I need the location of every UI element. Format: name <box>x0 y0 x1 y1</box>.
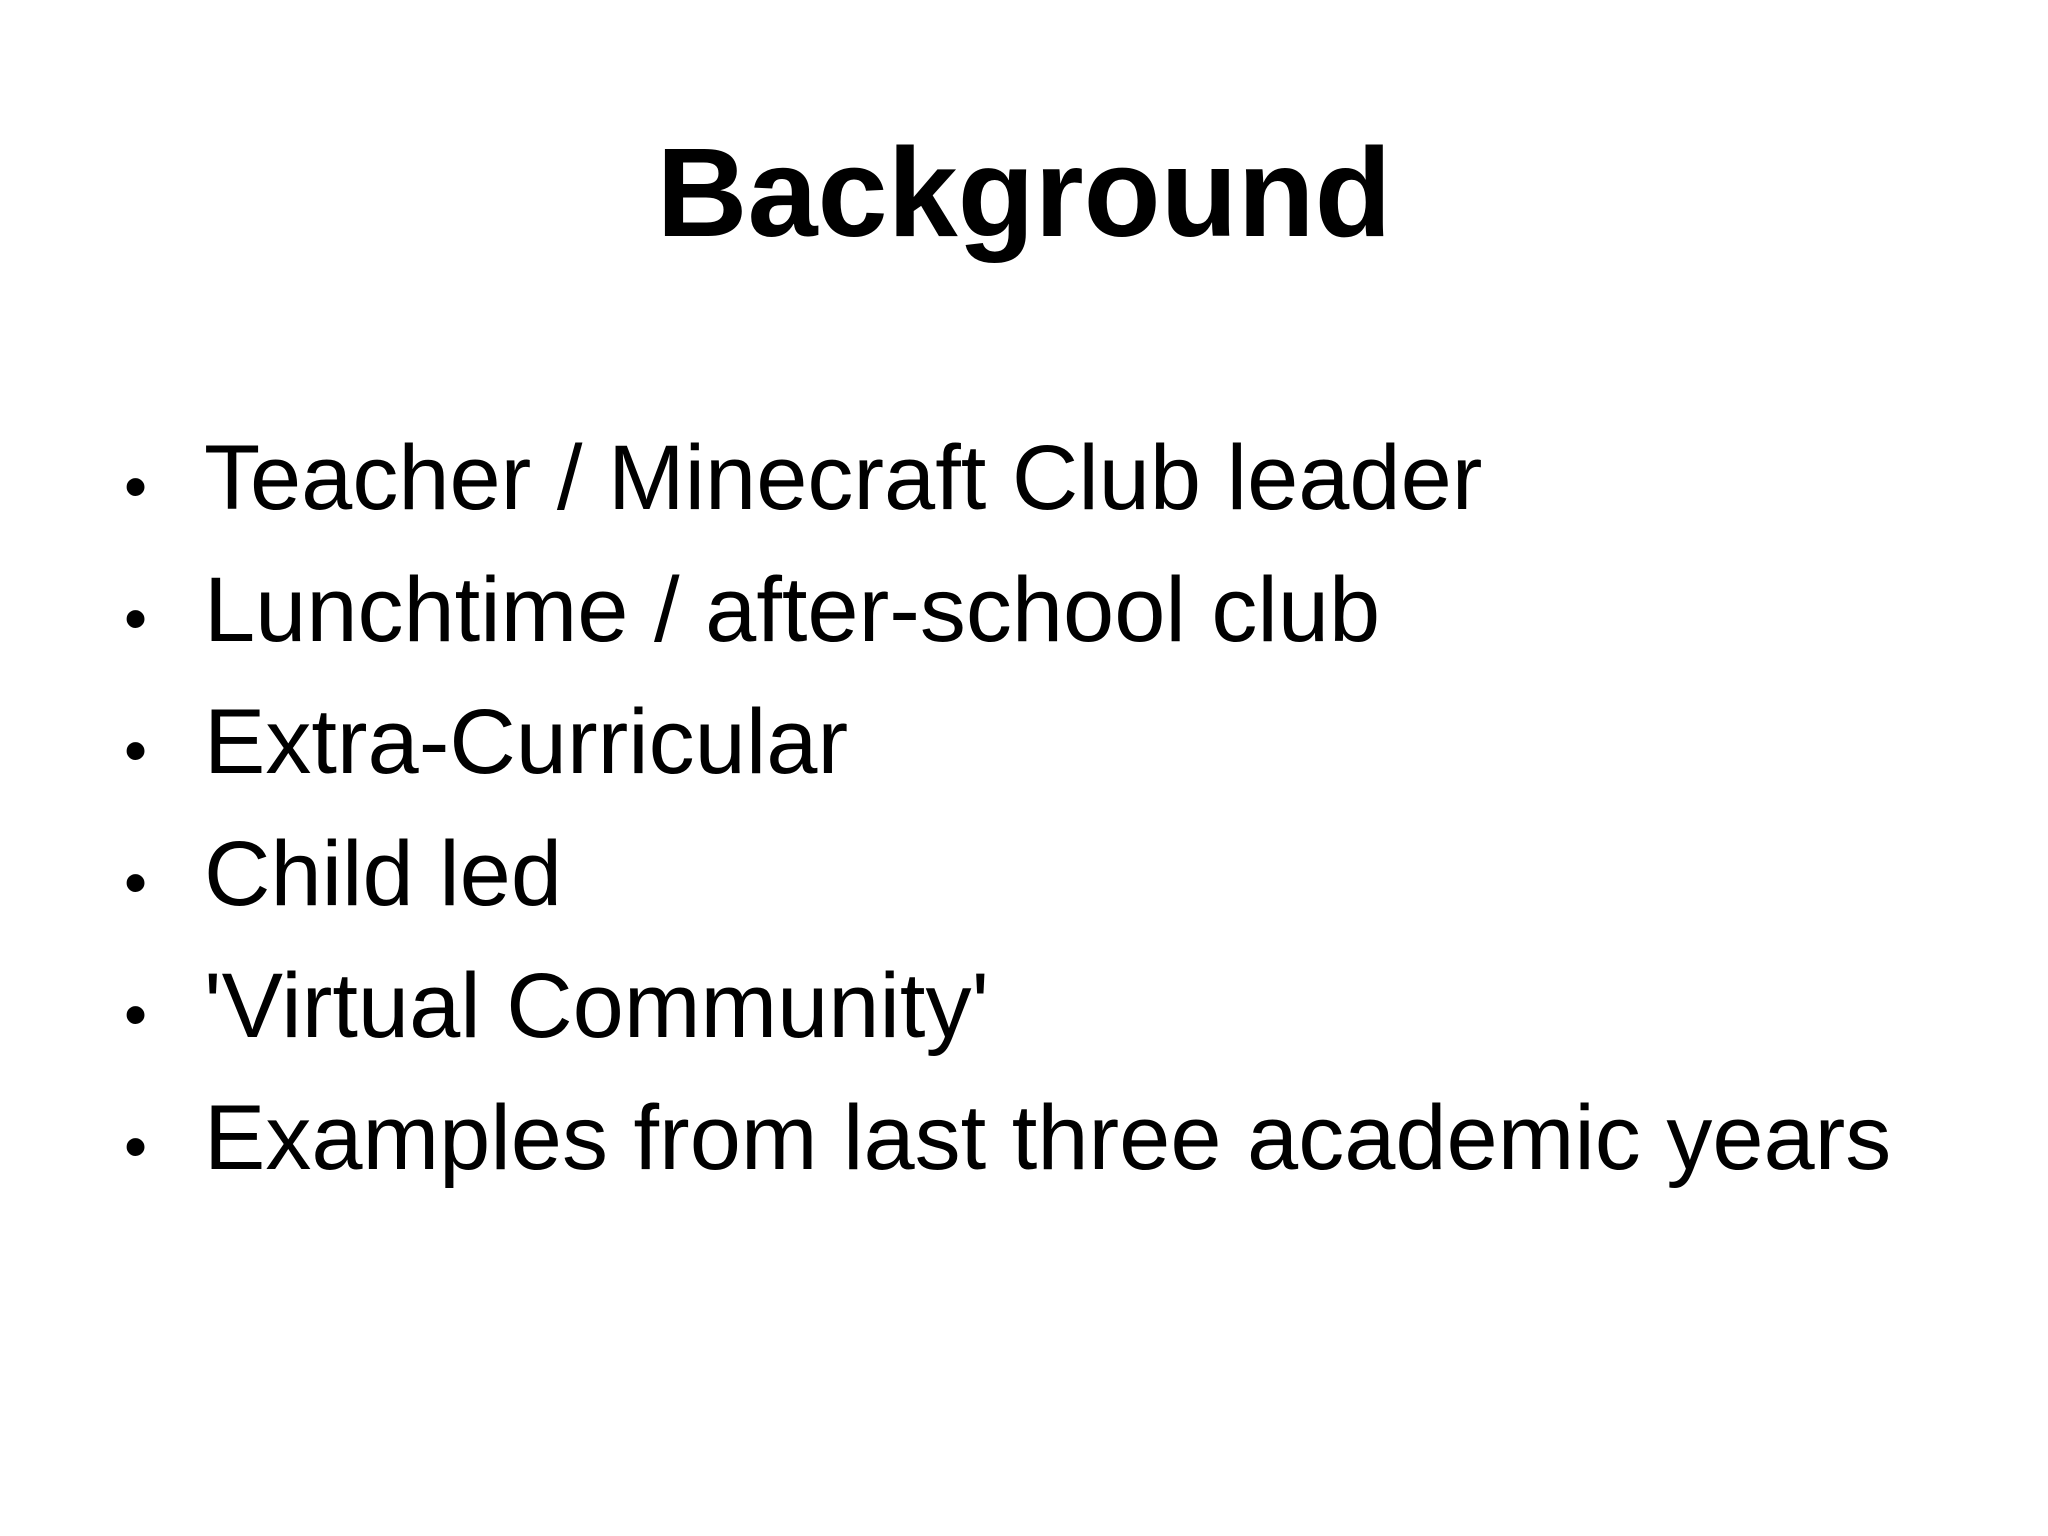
bullet-item-child-led <box>124 808 1891 940</box>
bullet-text: 'Virtual Community' <box>204 955 990 1057</box>
bullet-text: Lunchtime / after-school club <box>204 559 1381 661</box>
bullet-text: Child led <box>204 823 562 925</box>
bullet-item-virtual-community <box>124 940 1891 1072</box>
bullet-item-teacher <box>124 412 1891 544</box>
bullet-icon: • <box>124 977 148 1051</box>
bullet-icon: • <box>124 449 148 523</box>
bullet-icon: • <box>124 713 148 787</box>
slide-title: Background <box>656 122 1392 263</box>
bullet-icon: • <box>124 581 148 655</box>
bullet-text: Teacher / Minecraft Club leader <box>204 427 1483 529</box>
bullet-list <box>124 412 1891 1204</box>
bullet-text: Examples from last three academic years <box>204 1087 1892 1189</box>
bullet-item-examples <box>124 1072 1891 1204</box>
bullet-text: Extra-Curricular <box>204 691 849 793</box>
bullet-item-lunchtime <box>124 544 1891 676</box>
bullet-icon: • <box>124 845 148 919</box>
bullet-item-extra-curricular <box>124 676 1891 808</box>
bullet-icon: • <box>124 1109 148 1183</box>
